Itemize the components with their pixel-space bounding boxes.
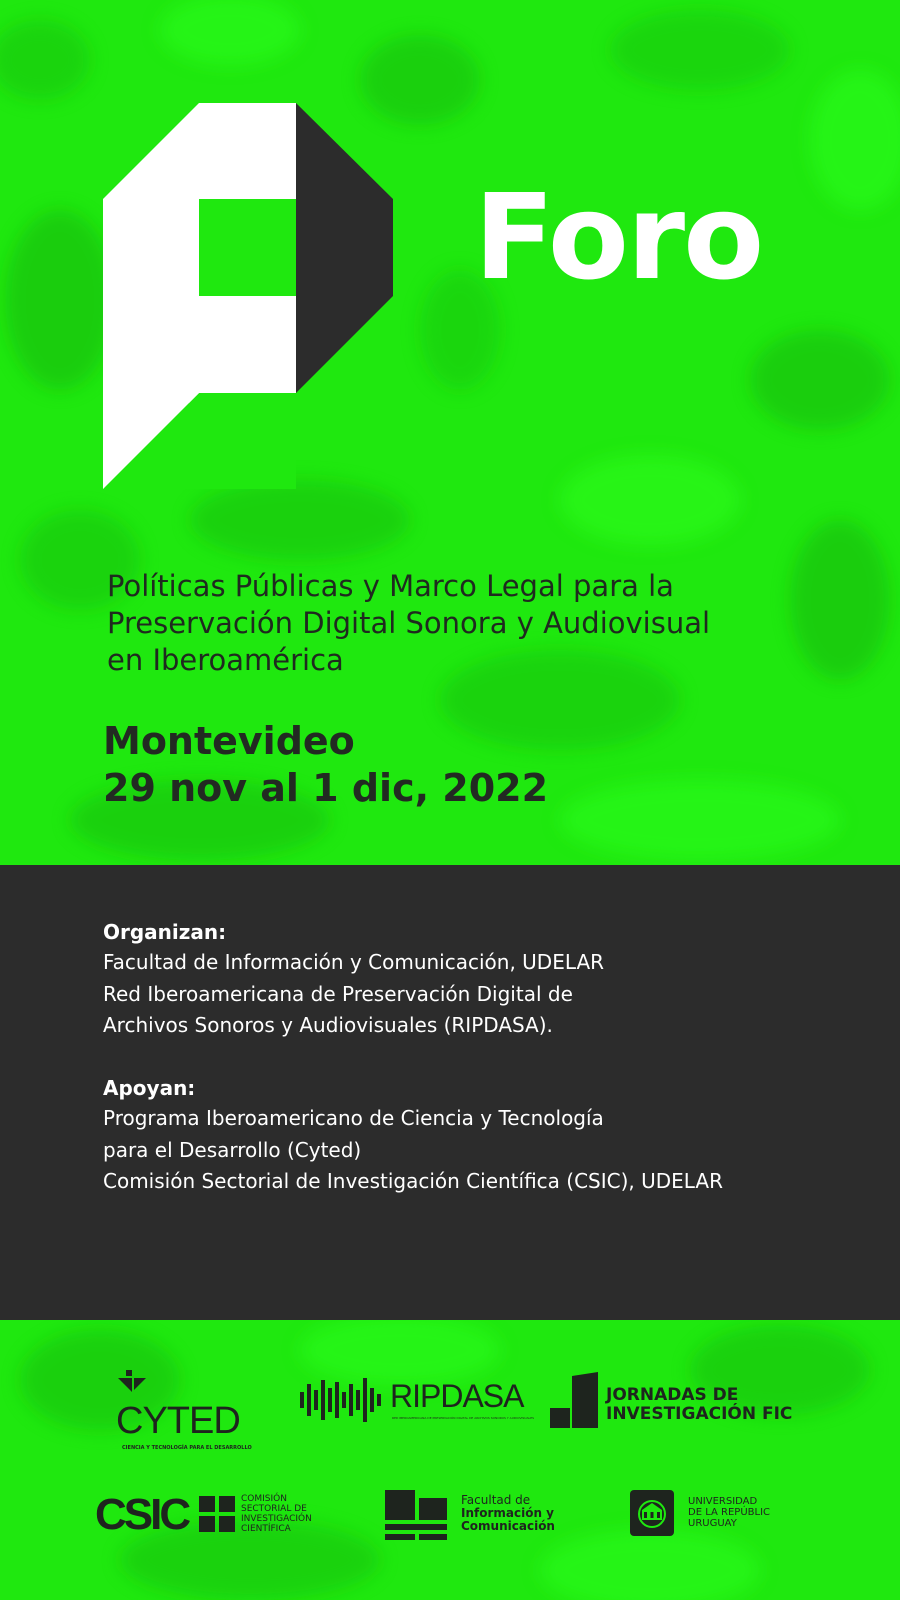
csic-line: COMISIÓN [241, 1494, 287, 1504]
cyted-logo [112, 1370, 252, 1460]
organizer-line: Archivos Sonoros y Audiovisuales (RIPDASA). [103, 1013, 553, 1037]
jornadas-line-2: INVESTIGACIÓN FIC [606, 1404, 793, 1424]
csic-line: CIENTÍFICA [241, 1524, 291, 1534]
ripdasa-logo [300, 1378, 534, 1438]
csic-description [241, 1494, 312, 1534]
supporter-line: Programa Iberoamericano de Ciencia y Tecnología [103, 1106, 604, 1130]
supporters-heading: Apoyan: [103, 1076, 196, 1100]
cyted-tagline: CIENCIA Y TECNOLOGÍA PARA EL DESARROLLO [122, 1445, 252, 1451]
cyted-name: CYTED [116, 1400, 240, 1442]
udelar-line: UNIVERSIDAD [688, 1496, 758, 1507]
organizers-block [103, 917, 863, 1042]
jornadas-line-1: JORNADAS DE [606, 1385, 739, 1405]
csic-mark-icon [199, 1496, 235, 1532]
cyted-mark-icon [118, 1370, 148, 1400]
udelar-line: DE LA REPÚBLIC [688, 1507, 770, 1518]
udelar-text [688, 1496, 770, 1529]
event-subtitle [107, 568, 807, 679]
subtitle-line-2: Preservación Digital Sonora y Audiovisual [107, 606, 711, 640]
fic-text [461, 1494, 555, 1533]
supporter-line: para el Desarrollo (Cyted) [103, 1137, 362, 1162]
supporter-line: Comisión Sectorial de Investigación Científica (CSIC), UDELAR [103, 1169, 723, 1193]
fic-logo [385, 1490, 565, 1546]
event-city: Montevideo [103, 719, 355, 763]
csic-logo [95, 1492, 335, 1542]
event-dates: 29 nov al 1 dic, 2022 [103, 766, 549, 810]
csic-name: CSIC [95, 1490, 189, 1539]
ripdasa-tagline: RED IBEROAMERICANA DE PRESERVACIÓN DIGITAL DE ARCHIVOS SONOROS Y AUDIOVISUALES [392, 1416, 534, 1420]
organizer-line: Red Iberoamericana de Preservación Digital de [103, 981, 573, 1006]
supporters-block [103, 1073, 863, 1198]
fic-mark-icon [385, 1490, 447, 1540]
udelar-logo [630, 1490, 790, 1540]
fic-line: Información y [461, 1506, 555, 1520]
credits-band [0, 865, 900, 1320]
organizer-line: Facultad de Información y Comunicación, UDELAR [103, 950, 605, 974]
jornadas-mark-icon [550, 1372, 598, 1428]
csic-line: INVESTIGACIÓN [241, 1514, 312, 1524]
udelar-line: URUGUAY [688, 1518, 737, 1529]
udelar-seal-icon [630, 1490, 674, 1536]
fic-line: Comunicación [461, 1519, 555, 1533]
subtitle-line-3: en Iberoamérica [107, 643, 344, 677]
foro-title: Foro [474, 168, 763, 306]
subtitle-line-1: Políticas Públicas y Marco Legal para la [107, 569, 674, 603]
organizers-heading: Organizan: [103, 920, 227, 944]
foro-logo-mark-icon [103, 103, 393, 489]
jornadas-logo [550, 1372, 810, 1432]
event-place-and-dates [103, 718, 548, 812]
csic-line: SECTORIAL DE [241, 1504, 307, 1514]
ripdasa-name: RIPDASA [390, 1378, 524, 1414]
jornadas-title [606, 1386, 792, 1424]
ripdasa-waveform-icon [300, 1378, 388, 1422]
fic-line: Facultad de [461, 1493, 531, 1507]
sponsor-logos [0, 1320, 900, 1600]
